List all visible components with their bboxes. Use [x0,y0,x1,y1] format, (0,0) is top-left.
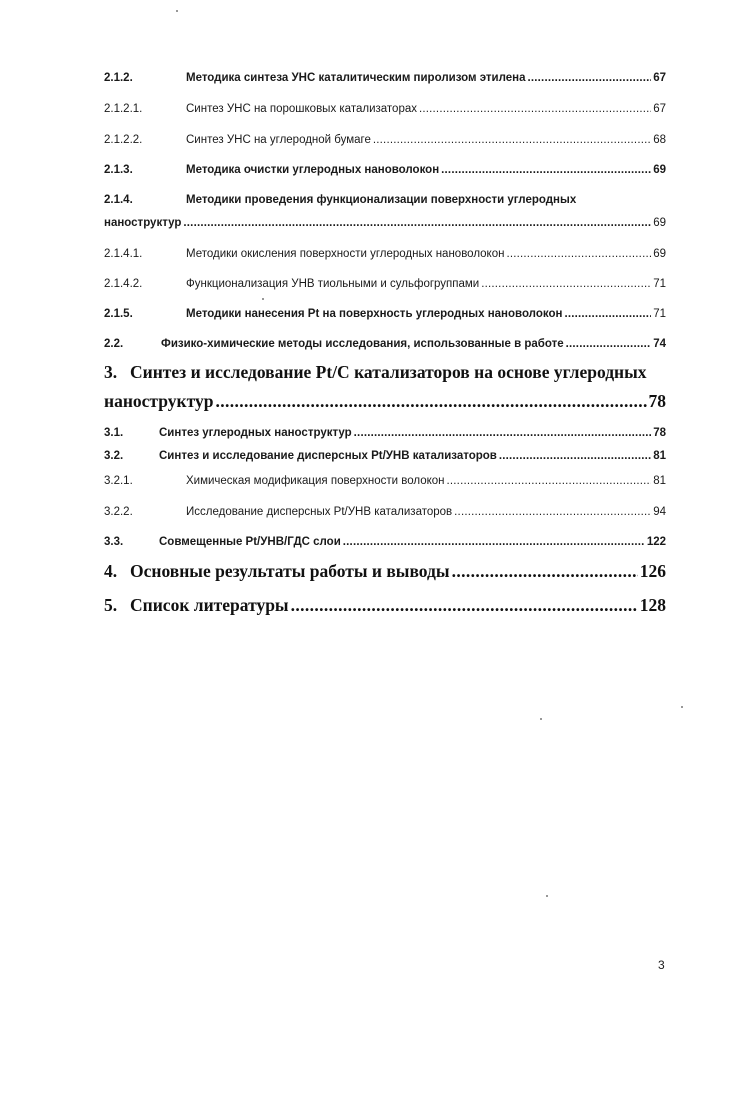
toc-entry-number: 2.1.3. [104,164,133,176]
toc-entry-title-continued: наноструктур [104,217,182,229]
toc-entry-number: 4. [104,561,118,581]
toc-entry-title: Функционализация УНВ тиольными и сульфогруппами [186,278,480,290]
toc-entry-page: 122 [646,536,666,548]
toc-entry-page: 94 [653,506,666,518]
toc-entry-number: 3.2. [104,450,124,462]
toc-entry-number: 2.1.4.2. [104,278,143,290]
toc-entry-page: 69 [653,248,666,260]
toc-chapter-entry [104,391,666,412]
toc-chapter-entry [104,561,666,582]
toc-entry-page: 68 [653,134,666,146]
toc-entry [104,248,666,260]
toc-entry-page: 78 [653,427,666,439]
toc-leader-dots [454,506,651,518]
toc-entry-number: 3.2.2. [104,506,133,518]
toc-entry-number: 3.3. [104,536,124,548]
toc-leader-dots [481,278,651,290]
toc-leader-dots [215,391,646,412]
toc-entry-number: 2.2. [104,338,124,350]
toc-entry-number: 3.2.1. [104,475,133,487]
toc-entry-title: Физико-химические методы исследования, использованные в работе [161,338,564,350]
toc-entry [104,536,666,548]
toc-entry-page: 126 [639,561,666,581]
toc-entry-number: 3.1. [104,427,124,439]
toc-leader-dots [183,217,651,229]
toc-entry-title: Методики проведения функционализации поверхности углеродных [186,194,577,206]
toc-entry-title: Синтез УНС на углеродной бумаге [186,134,371,146]
toc-entry-number: 2.1.4.1. [104,248,143,260]
toc-entry-number: 2.1.2. [104,72,133,84]
toc-leader-dots [354,427,652,439]
toc-entry-page: 74 [653,338,666,350]
toc-entry [104,427,666,439]
toc-entry-number: 2.1.5. [104,308,133,320]
toc-entry-title: Синтез и исследование дисперсных Pt/УНВ катализаторов [159,450,497,462]
toc-entry-page: 71 [653,308,666,320]
toc-leader-dots [343,536,645,548]
toc-entry-page: 81 [653,450,666,462]
toc-leader-dots [564,308,651,320]
toc-entry-page: 128 [639,595,666,615]
toc-entry-title-continued: наноструктур [104,391,214,411]
toc-entry-number: 3. [104,362,118,382]
toc-leader-dots [441,164,651,176]
scan-speck [681,706,683,708]
scan-speck [540,718,542,720]
toc-entry-title: Методика синтеза УНС каталитическим пиролизом этилена [186,72,526,84]
toc-entry-number: 5. [104,595,118,615]
scan-speck [546,895,548,897]
toc-entry [104,72,666,84]
toc-entry [104,506,666,518]
toc-entry-page: 71 [653,278,666,290]
toc-chapter-first-line [104,362,647,383]
toc-entry-title: Синтез УНС на порошковых катализаторах [186,103,417,115]
toc-leader-dots [291,595,638,616]
scan-speck [176,10,178,12]
toc-entry-title: Химическая модификация поверхности волокон [186,475,445,487]
toc-leader-dots [419,103,651,115]
toc-entry-title: Методика очистки углеродных нановолокон [186,164,440,176]
toc-entry-title: Методики окисления поверхности углеродных нановолокон [186,248,505,260]
toc-entry-number: 2.1.2.1. [104,103,143,115]
toc-entry [104,308,666,320]
toc-entry-title: Методики нанесения Pt на поверхность углеродных нановолокон [186,308,563,320]
toc-entry-page: 67 [653,103,666,115]
toc-entry [104,338,666,350]
toc-entry-first-line [104,194,576,206]
toc-entry-title: Основные результаты работы и выводы [130,561,450,581]
toc-leader-dots [447,475,652,487]
toc-leader-dots [373,134,651,146]
toc-entry-page: 78 [648,391,666,411]
toc-entry-page: 81 [653,475,666,487]
scan-speck [262,298,264,300]
toc-entry [104,134,666,146]
toc-entry-title: Синтез и исследование Pt/C катализаторов на основе углеродных [130,362,647,382]
toc-entry-page: 69 [653,164,666,176]
toc-entry-number: 2.1.4. [104,194,133,206]
toc-leader-dots [499,450,651,462]
toc-entry [104,217,666,229]
toc-entry-page: 67 [653,72,666,84]
toc-entry [104,450,666,462]
toc-entry [104,278,666,290]
toc-entry-number: 2.1.2.2. [104,134,143,146]
toc-entry [104,164,666,176]
toc-leader-dots [506,248,651,260]
toc-entry-title: Синтез углеродных наноструктур [159,427,352,439]
toc-entry-title: Совмещенные Pt/УНВ/ГДС слои [159,536,341,548]
page-number: 3 [658,958,665,972]
toc-leader-dots [452,561,638,582]
toc-entry-title: Исследование дисперсных Pt/УНВ катализаторов [186,506,453,518]
toc-chapter-entry [104,595,666,616]
toc-leader-dots [566,338,652,350]
toc-entry [104,103,666,115]
toc-entry-title: Список литературы [130,595,289,615]
toc-entry-page: 69 [653,217,666,229]
toc-leader-dots [528,72,652,84]
toc-entry [104,475,666,487]
